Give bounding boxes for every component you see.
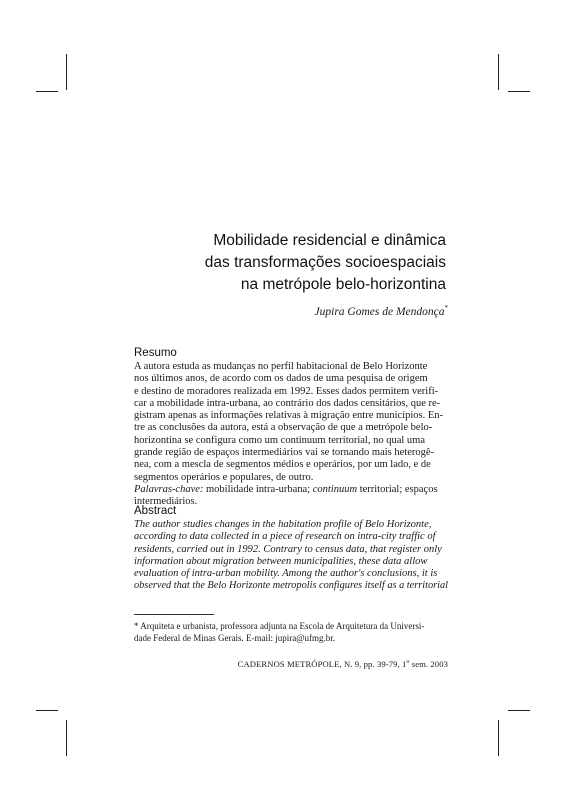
journal-tail: sem. 2003: [409, 659, 448, 669]
author-line: [200, 304, 448, 318]
resumo-line: car a mobilidade intra-urbana, ao contrário dos dados censitários, que re-: [134, 397, 441, 409]
article-title: [150, 230, 446, 296]
footnote-mark: *: [444, 304, 448, 312]
resumo-line: tre as conclusões da autora, está a observação de que a metrópole belo-: [134, 422, 433, 434]
resumo-line: A autora estuda as mudanças no perfil habitacional de Belo Horizonte: [134, 361, 428, 372]
resumo-body: [134, 361, 448, 509]
resumo-heading: Resumo: [134, 347, 177, 359]
crop-mark: [508, 710, 530, 711]
abstract-line: residents, carried out in 1992. Contrary to census data, that register only: [134, 543, 442, 555]
crop-mark: [36, 710, 58, 711]
abstract-line: according to data collected in a piece of research on intra-city traffic of: [134, 531, 436, 543]
crop-mark: [66, 54, 67, 90]
title-line: na metrópole belo-horizontina: [240, 276, 446, 293]
crop-mark: [508, 91, 530, 92]
author-name: Jupira Gomes de Mendonça: [314, 305, 445, 318]
resumo-line: segmentos operários e populares, de outro.: [134, 471, 314, 483]
journal-reference: [200, 659, 448, 669]
resumo-line: nos últimos anos, de acordo com os dados de uma pesquisa de origem: [134, 373, 428, 385]
title-line: das transformações socioespaciais: [204, 254, 446, 271]
crop-mark: [498, 720, 499, 756]
abstract-line: observed that the Belo Horizonte metropolis configures itself as a territorial: [134, 580, 449, 592]
keywords-text: territorial; espaços: [357, 483, 438, 495]
keywords-line: intermediários.: [134, 496, 198, 508]
resumo-line: gistram apenas as informações relativas à migração entre municípios. En-: [134, 410, 444, 422]
keywords-line: [134, 484, 448, 496]
footnote-rule: [134, 614, 214, 615]
keywords-label: Palavras-chave:: [134, 483, 204, 495]
abstract-body: [134, 519, 448, 593]
keywords-text: mobilidade intra-urbana;: [203, 483, 313, 495]
journal-text: CADERNOS METRÓPOLE, N. 9, pp. 39-79, 1: [237, 659, 407, 669]
resumo-line: grande região de espaços intermediários vai se tornando mais heterogê-: [134, 447, 435, 459]
footnote: [134, 621, 448, 644]
abstract-line: evaluation of intra-urban mobility. Among the author's conclusions, it is: [134, 568, 438, 580]
footnote-line: * Arquiteta e urbanista, professora adjunta na Escola de Arquitetura da Universi-: [134, 621, 425, 631]
abstract-heading: Abstract: [134, 505, 177, 517]
footnote-line: dade Federal de Minas Gerais. E-mail: jupira@ufmg.br.: [134, 632, 335, 643]
resumo-line: nea, com a mescla de segmentos médios e operários, por um lado, e de: [134, 459, 431, 471]
keywords-italic: continuum: [312, 483, 358, 495]
abstract-line: The author studies changes in the habitation profile of Belo Horizonte,: [134, 519, 432, 530]
resumo-line: e destino de moradores realizada em 1992. Esses dados permitem verifi-: [134, 385, 439, 397]
title-line: Mobilidade residencial e dinâmica: [213, 232, 446, 249]
crop-mark: [498, 54, 499, 90]
resumo-line: horizontina se configura como um continuum territorial, no qual uma: [134, 434, 426, 446]
abstract-line: information about migration between municipalities, these data allow: [134, 555, 428, 567]
crop-mark: [36, 91, 58, 92]
journal-sup: o: [406, 659, 410, 666]
crop-mark: [66, 720, 67, 756]
